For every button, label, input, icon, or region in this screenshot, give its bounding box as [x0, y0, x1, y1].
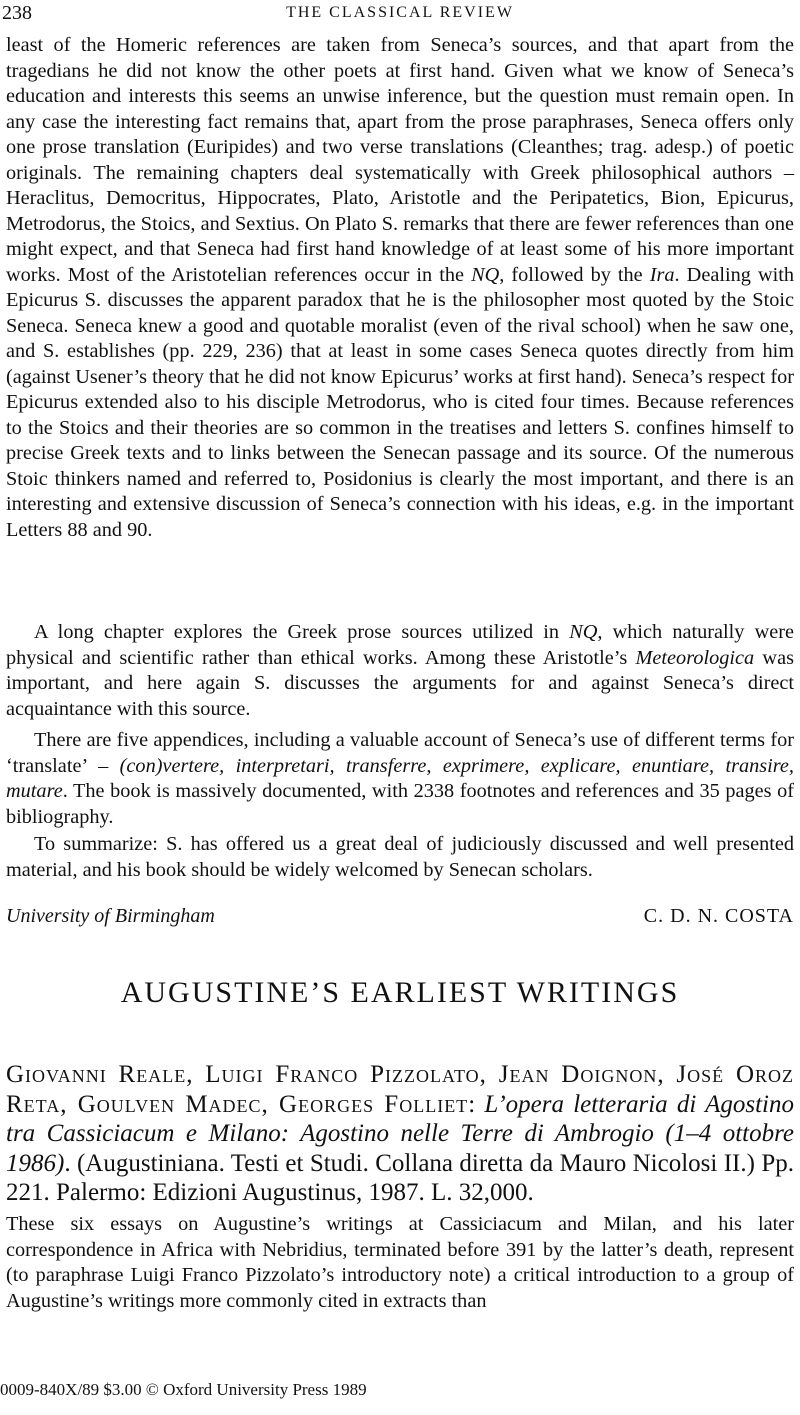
book-citation — [6, 1060, 794, 1208]
italic-run: Meteorologica — [635, 646, 755, 669]
review-signature — [6, 905, 794, 931]
section-title: AUGUSTINE’S EARLIEST WRITINGS — [120, 976, 680, 1009]
text-run: There are five appendices, including a valuable account of Seneca’s use of different terms for ‘translate’ – — [6, 729, 794, 777]
italic-run: (con)vertere, interpretari, transferre, exprimere, explicare, enuntiare, transire, mutare — [6, 754, 794, 802]
text-run: least of the Homeric references are taken from Seneca’s sources, and that apart from the tragedians he did not know the other poets at first hand. Given what we know of Seneca’s education and interests this seems an unwise inference, but the question must remain open. In any case the interesting fact remains that, apart from the prose paraphrases, Seneca offers only one prose translation (Euripides) and two verse translations (Cleanthes; trag. adesp.) of poetic originals. The remaining chapters deal systematically with Greek philosophical authors – Heraclitus, Democritus, Hippocrates, Plato, Aristotle and the Peripatetics, Bion, Epicurus, Metrodorus, the Stoics, and Sextius. On Plato S. remarks that there are fewer references than one might expect, and that Seneca had first hand knowledge of at least some of his more important works. Most of the Aristotelian references occur in the — [6, 34, 794, 286]
running-head — [0, 0, 800, 26]
author-list: Giovanni Reale, Luigi Franco Pizzolato, Jean Doignon, José Oroz Reta, Goulven Madec, Georges Folliet — [6, 1061, 794, 1118]
italic-run: L’opera letteraria di Agostino tra Cassiciacum e Milano: Agostino nelle Terre di Ambrogio (1–4 ottobre 1986) — [6, 1090, 795, 1177]
copyright-footer: 0009-840X/89 $3.00 © Oxford University Press 1989 — [0, 1380, 367, 1399]
review-paragraph-1 — [6, 33, 794, 543]
italic-run: Ira — [649, 263, 675, 286]
text-run: These six essays on Augustine’s writings at Cassiciacum and Milan, and his later correspondence in Africa with Nebridius, terminated before 391 by the latter’s death, represent (to paraphrase Luigi Franco Pizzolato’s introductory note) a critical introduction to a group of Augustine’s writings more commonly cited in extracts than — [6, 1213, 794, 1312]
text-run: was important, and here again S. discusses the arguments for and against Seneca’s direct acquaintance with this source. — [6, 646, 794, 720]
italic-run: NQ — [569, 621, 598, 643]
review-paragraph-4 — [6, 832, 794, 883]
reviewer-name: C. D. N. COSTA — [643, 905, 794, 927]
body-paragraph — [6, 1212, 794, 1314]
text-run: To summarize: S. has offered us a great deal of judiciously discussed and well presented material, and his book should be widely welcomed by Senecan scholars. — [6, 833, 794, 881]
text-run: A long chapter explores the Greek prose sources utilized in — [34, 621, 570, 643]
text-run: . (Augustiniana. Testi et Studi. Collana diretta da Mauro Nicolosi II.) Pp. 221. Palermo: Edizioni Augustinus, 1987. L. 32,000. — [6, 1149, 794, 1206]
reviewer-affiliation: University of Birmingham — [6, 905, 215, 927]
text-run: . Dealing with Epicurus S. discusses the apparent paradox that he is the philosopher most quoted by the Stoic Seneca. Seneca knew a good and quotable moralist (even of the rival school) when he saw one, and S. establishes (pp. 229, 236) that at least in some cases Seneca quotes directly from him (against Usener’s theory that he did not know Epicurus’ works at first hand). Seneca’s respect for Epicurus extended also to his disciple Metrodorus, who is cited four times. Because references to the Stoics and their theories are so common in the treatises and letters S. confines himself to precise Greek texts and to links between the Senecan passage and its source. Of the numerous Stoic thinkers named and referred to, Posidonius is clearly the most important, and there is an interesting and extensive discussion of Seneca’s connection with his ideas, e.g. in the important Letters 88 and 90. — [6, 263, 794, 541]
text-run: , followed by the — [499, 263, 650, 286]
text-run: , which naturally were physical and scientific rather than ethical works. Among these Aristotle’s — [6, 621, 794, 669]
journal-title: THE CLASSICAL REVIEW — [286, 4, 514, 21]
italic-run: NQ — [471, 263, 500, 286]
review-paragraph-3 — [6, 728, 794, 830]
text-run: : — [468, 1090, 485, 1118]
text-run: . The book is massively documented, with 2338 footnotes and references and 35 pages of bibliography. — [6, 780, 794, 828]
review-paragraph-2 — [6, 620, 794, 722]
page-number: 238 — [2, 2, 32, 24]
